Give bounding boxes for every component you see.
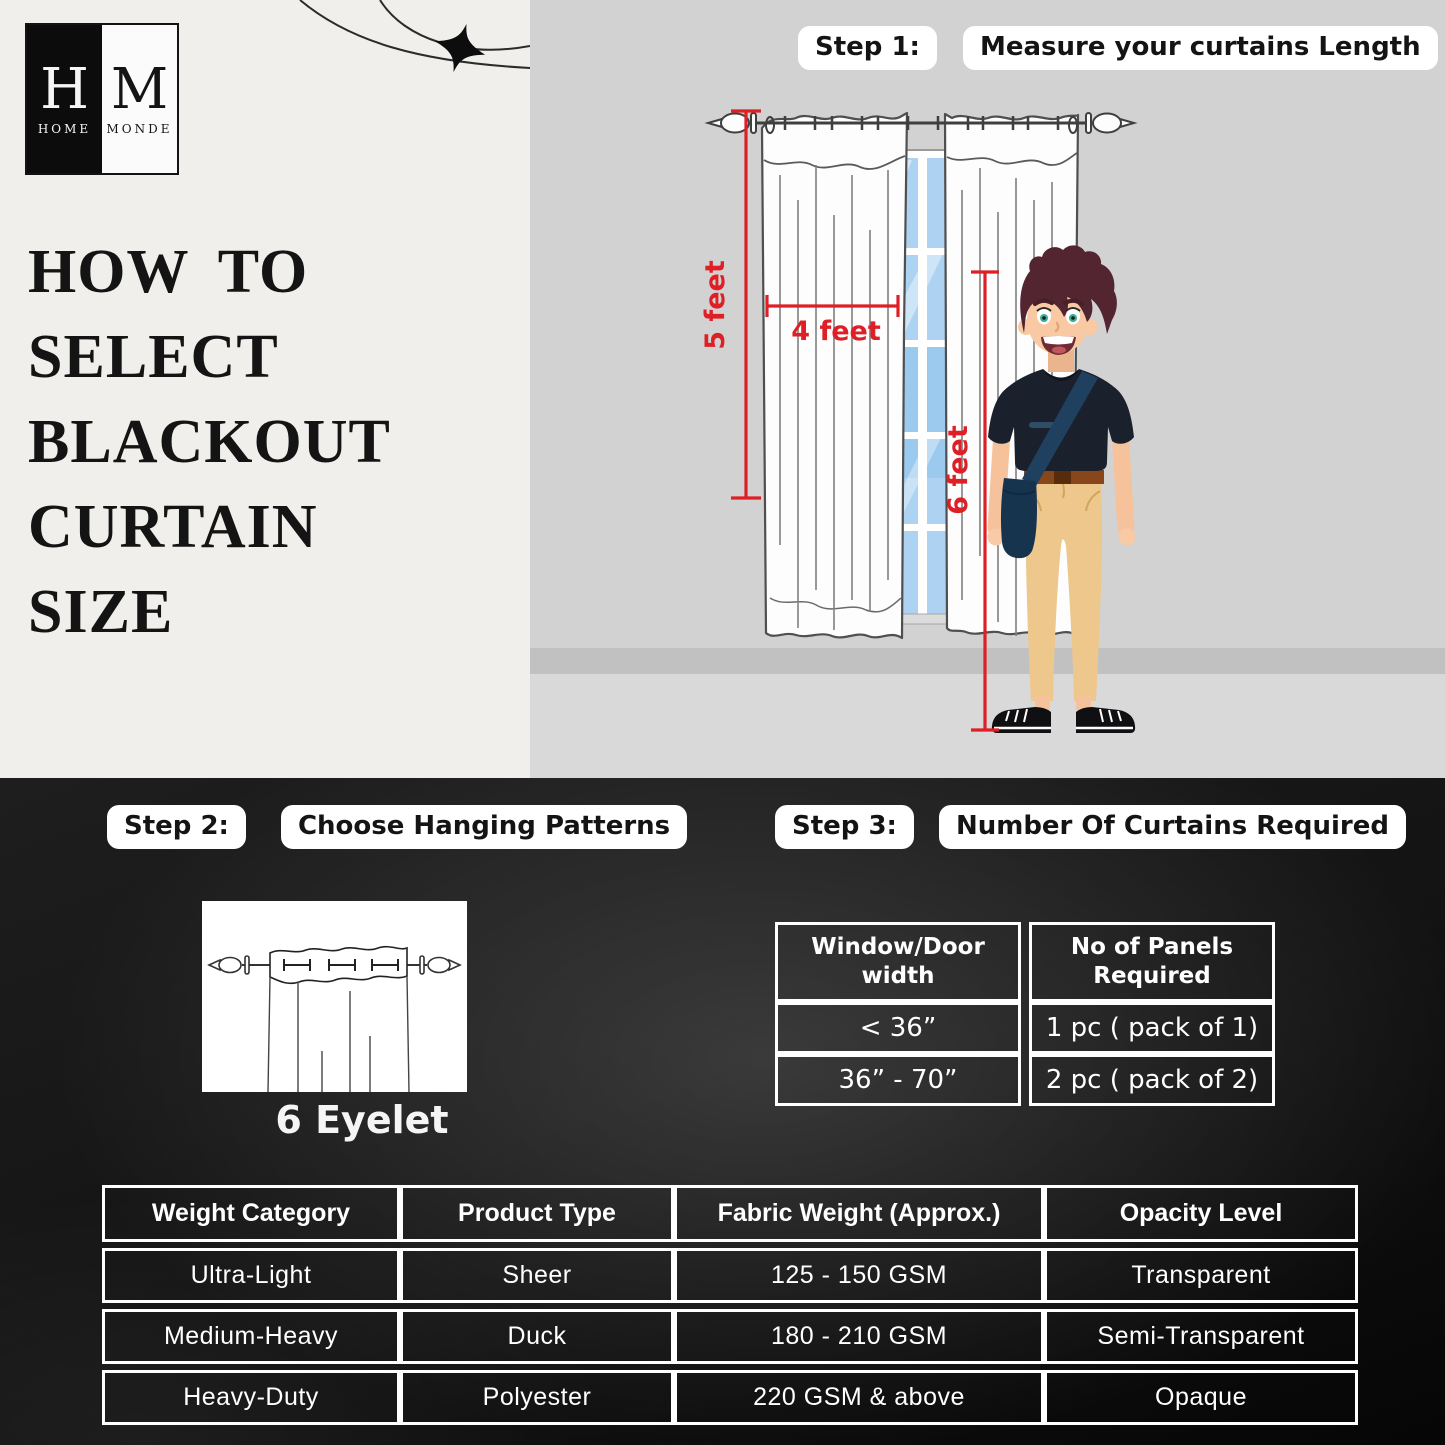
intro-panel	[0, 0, 530, 778]
table-cell: Heavy-Duty	[102, 1370, 400, 1425]
column-header: Product Type	[400, 1185, 674, 1242]
plane-sparkle-doodle	[280, 0, 530, 110]
table-cell: Duck	[400, 1309, 674, 1364]
plane-icon	[428, 17, 491, 79]
table-cell: Opaque	[1044, 1370, 1358, 1425]
page-title	[28, 230, 391, 655]
bottom-section	[0, 778, 1445, 1445]
left-curtain	[762, 113, 907, 638]
table-cell: 125 - 150 GSM	[674, 1248, 1044, 1303]
eyelet-caption: 6 Eyelet	[275, 1098, 449, 1142]
table-cell: 220 GSM & above	[674, 1370, 1044, 1425]
table-row	[775, 1002, 1275, 1054]
panels-required-table	[767, 922, 1283, 1106]
brand-logo	[25, 23, 179, 175]
step2-title: Choose Hanging Patterns	[281, 805, 687, 849]
label-6-feet: 6 feet	[943, 425, 974, 515]
floor	[530, 674, 1445, 778]
column-header: Fabric Weight (Approx.)	[674, 1185, 1044, 1242]
baseboard	[530, 648, 1445, 674]
logo-word-monde: MONDE	[106, 122, 173, 136]
table-cell: 2 pc ( pack of 2)	[1029, 1054, 1275, 1106]
table-header-row	[102, 1185, 1358, 1242]
logo-word-home: HOME	[37, 122, 92, 136]
logo-letter-m: M	[110, 57, 169, 122]
table-row	[102, 1309, 1358, 1364]
table-cell: < 36”	[775, 1002, 1021, 1054]
step3-title: Number Of Curtains Required	[939, 805, 1406, 849]
table-cell: Medium-Heavy	[102, 1309, 400, 1364]
column-header: Window/Door width	[775, 922, 1021, 1002]
table-cell: Ultra-Light	[102, 1248, 400, 1303]
title-line: BLACKOUT	[28, 408, 391, 476]
measuring-scene	[530, 0, 1445, 778]
step3-badge: Step 3:	[775, 805, 914, 849]
table-cell: 180 - 210 GSM	[674, 1309, 1044, 1364]
eyelet-curtain-drawing	[202, 901, 467, 1092]
bag	[1001, 478, 1037, 558]
column-header: No of Panels Required	[1029, 922, 1275, 1002]
table-cell: Semi-Transparent	[1044, 1309, 1358, 1364]
table-cell: Polyester	[400, 1370, 674, 1425]
logo-right-half	[102, 25, 177, 173]
table-row	[775, 1054, 1275, 1106]
fabric-weight-table	[102, 1179, 1358, 1431]
table-cell: 1 pc ( pack of 1)	[1029, 1002, 1275, 1054]
eyelet-pattern-card	[202, 901, 467, 1092]
label-4-feet: 4 feet	[791, 316, 881, 347]
table-header-row	[775, 922, 1275, 1002]
table-cell: Transparent	[1044, 1248, 1358, 1303]
label-5-feet: 5 feet	[700, 260, 731, 350]
title-line: SELECT	[28, 323, 279, 391]
step2-header	[107, 805, 687, 849]
title-line: SIZE	[28, 578, 174, 646]
column-header: Weight Category	[102, 1185, 400, 1242]
table-row	[102, 1248, 1358, 1303]
title-line: CURTAIN	[28, 493, 318, 561]
step1-title: Measure your curtains Length	[963, 26, 1438, 70]
step1-badge: Step 1:	[798, 26, 937, 70]
title-line: HOW TO	[28, 238, 309, 306]
table-cell: 36” - 70”	[775, 1054, 1021, 1106]
logo-letter-h: H	[40, 57, 89, 122]
table-row	[102, 1370, 1358, 1425]
step2-badge: Step 2:	[107, 805, 246, 849]
step1-panel	[530, 0, 1445, 778]
table-cell: Sheer	[400, 1248, 674, 1303]
column-header: Opacity Level	[1044, 1185, 1358, 1242]
logo-left-half	[27, 25, 102, 173]
step3-header	[775, 805, 1406, 849]
step1-header	[798, 26, 1438, 70]
